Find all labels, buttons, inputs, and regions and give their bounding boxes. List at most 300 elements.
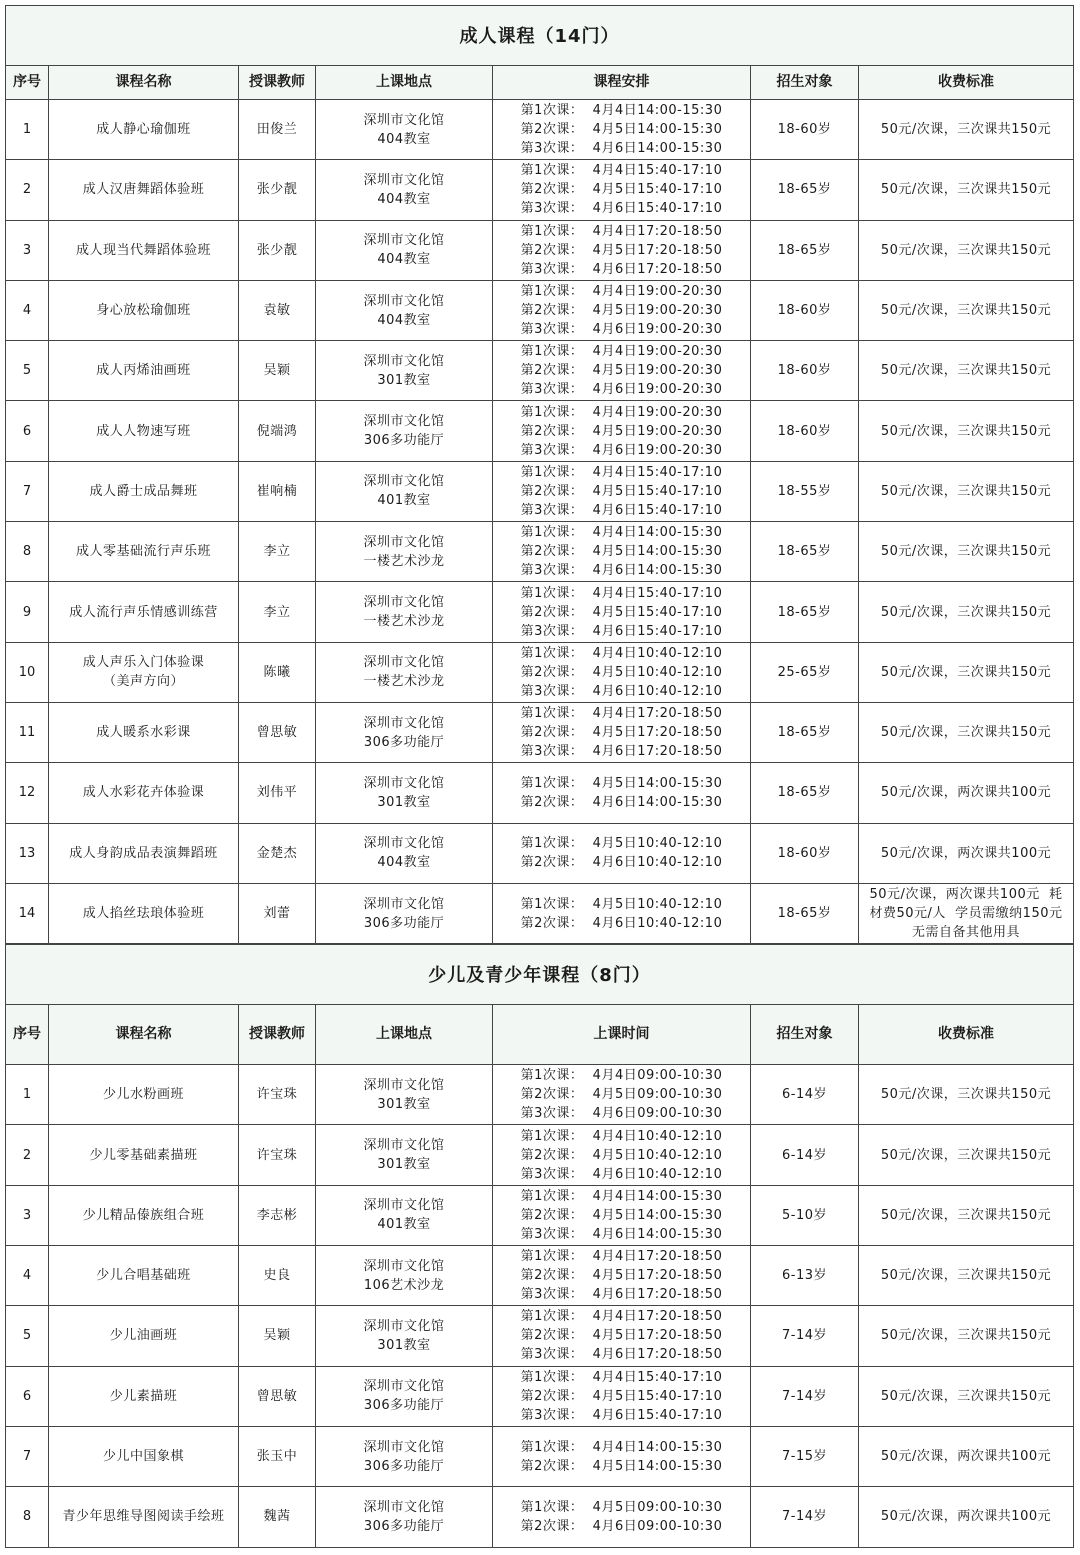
course-name-line: 成人现当代舞蹈体验班	[75, 242, 211, 258]
location-line: 深圳市文化馆	[363, 896, 445, 912]
age-range: 18-65岁	[750, 160, 858, 219]
course-name	[48, 824, 238, 883]
teacher-name: 吴颖	[238, 1306, 315, 1365]
schedule-line: 第1次课： 4月4日17:20-18:50	[520, 706, 723, 722]
course-name	[48, 281, 238, 340]
age-range: 18-60岁	[750, 824, 858, 883]
course-name	[48, 703, 238, 762]
location-line: 深圳市文化馆	[363, 293, 445, 309]
course-name	[48, 1427, 238, 1486]
schedule-line: 第1次课： 4月4日14:00-15:30	[520, 525, 723, 541]
course-name	[48, 221, 238, 280]
age-range: 5-10岁	[750, 1186, 858, 1245]
course-name-line: 成人静心瑜伽班	[96, 122, 191, 138]
location-line: 深圳市文化馆	[363, 1077, 445, 1093]
row-index: 4	[5, 1246, 48, 1305]
schedule	[492, 1246, 750, 1305]
course-name-line: 少儿零基础素描班	[89, 1147, 198, 1163]
location	[315, 160, 492, 219]
row-index: 12	[5, 763, 48, 822]
age-range: 7-14岁	[750, 1487, 858, 1546]
course-name	[48, 160, 238, 219]
location-line: 深圳市文化馆	[363, 836, 445, 852]
row-index: 8	[5, 1487, 48, 1546]
location-line: 401教室	[377, 1217, 431, 1233]
schedule-line: 第1次课： 4月4日19:00-20:30	[520, 344, 723, 360]
schedule-line: 第1次课： 4月4日15:40-17:10	[520, 464, 723, 480]
age-range: 18-65岁	[750, 884, 858, 943]
location	[315, 824, 492, 883]
schedule-line: 第3次课： 4月6日19:00-20:30	[520, 442, 723, 458]
course-name-line: 成人声乐入门体验课	[82, 655, 205, 671]
header-course-name: 课程名称	[48, 1005, 238, 1064]
course-name	[48, 582, 238, 641]
course-name	[48, 1186, 238, 1245]
schedule-line: 第2次课： 4月6日10:40-12:10	[520, 855, 723, 871]
location-line: 深圳市文化馆	[363, 1258, 445, 1274]
age-range: 25-65岁	[750, 643, 858, 702]
course-name	[48, 884, 238, 943]
fee-line: 50元/次课，三次课共150元	[880, 1328, 1052, 1344]
schedule-line: 第2次课： 4月5日17:20-18:50	[520, 1268, 723, 1284]
teacher-name: 刘伟平	[238, 763, 315, 822]
row-index: 13	[5, 824, 48, 883]
schedule-line: 第2次课： 4月5日15:40-17:10	[520, 1388, 723, 1404]
age-range: 18-55岁	[750, 462, 858, 521]
location-line: 一楼艺术沙龙	[363, 614, 445, 630]
table-row	[5, 1065, 1074, 1125]
teacher-name: 陈曦	[238, 643, 315, 702]
schedule-line: 第1次课： 4月4日10:40-12:10	[520, 645, 723, 661]
schedule-line: 第2次课： 4月6日09:00-10:30	[520, 1518, 723, 1534]
fee	[858, 582, 1074, 641]
location	[315, 1186, 492, 1245]
row-index: 7	[5, 1427, 48, 1486]
fee-line: 50元/次课，三次课共150元	[880, 363, 1052, 379]
header-course-name: 课程名称	[48, 66, 238, 99]
course-name-line: 少儿油画班	[109, 1328, 178, 1344]
location-line: 深圳市文化馆	[363, 715, 445, 731]
location-line: 306多功能厅	[363, 1518, 445, 1534]
location	[315, 1065, 492, 1124]
location-line: 深圳市文化馆	[363, 595, 445, 611]
location-line: 一楼艺术沙龙	[363, 674, 445, 690]
schedule-line: 第1次课： 4月4日15:40-17:10	[520, 1369, 723, 1385]
age-range: 18-65岁	[750, 221, 858, 280]
course-name-line: 少儿合唱基础班	[96, 1268, 191, 1284]
row-index: 7	[5, 462, 48, 521]
location-line: 深圳市文化馆	[363, 1499, 445, 1515]
youth-section-title: 少儿及青少年课程（8门）	[5, 944, 1074, 1005]
teacher-name: 李立	[238, 582, 315, 641]
fee	[858, 1246, 1074, 1305]
teacher-name: 金楚杰	[238, 824, 315, 883]
fee	[858, 281, 1074, 340]
schedule-line: 第2次课： 4月5日17:20-18:50	[520, 1328, 723, 1344]
location-line: 404教室	[377, 252, 431, 268]
course-name-line: 成人人物速写班	[96, 423, 191, 439]
table-row	[5, 884, 1074, 944]
age-range: 6-14岁	[750, 1065, 858, 1124]
location-line: 深圳市文化馆	[363, 414, 445, 430]
row-index: 14	[5, 884, 48, 943]
schedule-line: 第1次课： 4月4日14:00-15:30	[520, 103, 723, 119]
age-range: 18-60岁	[750, 100, 858, 159]
fee	[858, 1306, 1074, 1365]
location-line: 306多功能厅	[363, 734, 445, 750]
schedule-line: 第3次课： 4月6日17:20-18:50	[520, 744, 723, 760]
fee-line: 材费50元/人 学员需缴纳150元	[869, 906, 1063, 921]
schedule-line: 第1次课： 4月4日15:40-17:10	[520, 585, 723, 601]
age-range: 18-60岁	[750, 281, 858, 340]
fee	[858, 1125, 1074, 1184]
schedule-line: 第2次课： 4月5日10:40-12:10	[520, 1147, 723, 1163]
schedule	[492, 1125, 750, 1184]
row-index: 5	[5, 341, 48, 400]
location-line: 404教室	[377, 131, 431, 147]
location	[315, 643, 492, 702]
location	[315, 401, 492, 460]
location-line: 深圳市文化馆	[363, 655, 445, 671]
row-index: 6	[5, 1367, 48, 1426]
location	[315, 763, 492, 822]
location-line: 深圳市文化馆	[363, 1318, 445, 1334]
table-row	[5, 160, 1074, 220]
location	[315, 1487, 492, 1546]
fee-line: 50元/次课，三次课共150元	[880, 1388, 1052, 1404]
location	[315, 1246, 492, 1305]
schedule-line: 第3次课： 4月6日09:00-10:30	[520, 1106, 723, 1122]
schedule-line: 第1次课： 4月4日17:20-18:50	[520, 1309, 723, 1325]
location	[315, 1125, 492, 1184]
course-name-line: 成人丙烯油画班	[96, 363, 191, 379]
fee-line: 无需自备其他用具	[911, 925, 1020, 940]
row-index: 3	[5, 1186, 48, 1245]
fee	[858, 221, 1074, 280]
table-row	[5, 763, 1074, 823]
age-range: 7-14岁	[750, 1367, 858, 1426]
schedule-line: 第1次课： 4月4日09:00-10:30	[520, 1068, 723, 1084]
course-name	[48, 763, 238, 822]
teacher-name: 李志彬	[238, 1186, 315, 1245]
schedule-line: 第1次课： 4月5日10:40-12:10	[520, 896, 723, 912]
table-row	[5, 1186, 1074, 1246]
schedule-line: 第1次课： 4月4日19:00-20:30	[520, 284, 723, 300]
age-range: 18-60岁	[750, 341, 858, 400]
fee	[858, 1065, 1074, 1124]
schedule	[492, 824, 750, 883]
age-range: 18-65岁	[750, 763, 858, 822]
row-index: 8	[5, 522, 48, 581]
course-name	[48, 522, 238, 581]
header-index: 序号	[5, 1005, 48, 1064]
location-line: 404教室	[377, 312, 431, 328]
teacher-name: 张少靓	[238, 160, 315, 219]
schedule-line: 第2次课： 4月5日19:00-20:30	[520, 303, 723, 319]
location	[315, 1427, 492, 1486]
location-line: 106艺术沙龙	[363, 1277, 445, 1293]
course-name-line: 成人流行声乐情感训练营	[69, 604, 218, 620]
fee-line: 50元/次课，三次课共150元	[880, 1207, 1052, 1223]
location	[315, 884, 492, 943]
age-range: 18-65岁	[750, 703, 858, 762]
teacher-name: 曾思敏	[238, 1367, 315, 1426]
teacher-name: 吴颖	[238, 341, 315, 400]
course-name	[48, 1246, 238, 1305]
location-line: 深圳市文化馆	[363, 112, 445, 128]
location-line: 深圳市文化馆	[363, 172, 445, 188]
schedule-line: 第2次课： 4月5日19:00-20:30	[520, 363, 723, 379]
fee-line: 50元/次课，三次课共150元	[880, 303, 1052, 319]
schedule	[492, 1487, 750, 1546]
row-index: 6	[5, 401, 48, 460]
fee-line: 50元/次课，三次课共150元	[880, 664, 1052, 680]
fee-line: 50元/次课，三次课共150元	[880, 242, 1052, 258]
youth-course-table	[5, 1005, 1074, 1547]
course-name-line: 成人掐丝珐琅体验班	[82, 906, 205, 921]
schedule-line: 第2次课： 4月5日17:20-18:50	[520, 725, 723, 741]
fee-line: 50元/次课，三次课共150元	[880, 1087, 1052, 1103]
fee	[858, 341, 1074, 400]
location-line: 301教室	[377, 794, 431, 810]
schedule	[492, 582, 750, 641]
teacher-name: 许宝珠	[238, 1065, 315, 1124]
header-index: 序号	[5, 66, 48, 99]
fee-line: 50元/次课，三次课共150元	[880, 483, 1052, 499]
location-line: 深圳市文化馆	[363, 534, 445, 550]
course-name	[48, 1306, 238, 1365]
schedule	[492, 1367, 750, 1426]
schedule	[492, 884, 750, 943]
schedule-line: 第1次课： 4月4日19:00-20:30	[520, 404, 723, 420]
location-line: 306多功能厅	[363, 1398, 445, 1414]
course-name-line: 成人爵士成品舞班	[89, 483, 198, 499]
row-index: 1	[5, 100, 48, 159]
header-location: 上课地点	[315, 66, 492, 99]
age-range: 6-14岁	[750, 1125, 858, 1184]
schedule-line: 第2次课： 4月5日15:40-17:10	[520, 604, 723, 620]
location	[315, 1367, 492, 1426]
schedule-line: 第2次课： 4月5日09:00-10:30	[520, 1087, 723, 1103]
fee-line: 50元/次课，三次课共150元	[880, 423, 1052, 439]
teacher-name: 刘蕾	[238, 884, 315, 943]
schedule-line: 第3次课： 4月6日15:40-17:10	[520, 1407, 723, 1423]
table-row	[5, 1487, 1074, 1547]
fee-line: 50元/次课，两次课共100元	[880, 845, 1052, 861]
location	[315, 100, 492, 159]
schedule-line: 第3次课： 4月6日19:00-20:30	[520, 322, 723, 338]
fee-line: 50元/次课，两次课共100元	[880, 1449, 1052, 1465]
age-range: 18-65岁	[750, 522, 858, 581]
location	[315, 462, 492, 521]
fee	[858, 1367, 1074, 1426]
location-line: 301教室	[377, 1096, 431, 1112]
youth-header-row	[5, 1005, 1074, 1065]
table-row	[5, 703, 1074, 763]
fee	[858, 100, 1074, 159]
schedule	[492, 100, 750, 159]
course-name-line: 少儿精品傣族组合班	[82, 1207, 205, 1223]
location-line: 深圳市文化馆	[363, 353, 445, 369]
schedule-line: 第2次课： 4月5日14:00-15:30	[520, 1458, 723, 1474]
course-name	[48, 1367, 238, 1426]
table-row	[5, 462, 1074, 522]
header-fee: 收费标准	[858, 1005, 1074, 1064]
header-schedule: 上课时间	[492, 1005, 750, 1064]
fee	[858, 462, 1074, 521]
course-name	[48, 341, 238, 400]
table-row	[5, 522, 1074, 582]
fee-line: 50元/次课，三次课共150元	[880, 604, 1052, 620]
teacher-name: 袁敏	[238, 281, 315, 340]
header-teacher: 授课教师	[238, 1005, 315, 1064]
location	[315, 582, 492, 641]
schedule-line: 第1次课： 4月4日14:00-15:30	[520, 1439, 723, 1455]
schedule	[492, 221, 750, 280]
table-row	[5, 582, 1074, 642]
row-index: 4	[5, 281, 48, 340]
location	[315, 522, 492, 581]
schedule-line: 第1次课： 4月4日17:20-18:50	[520, 1249, 723, 1265]
table-row	[5, 1125, 1074, 1185]
schedule	[492, 462, 750, 521]
schedule	[492, 281, 750, 340]
schedule-line: 第2次课： 4月5日14:00-15:30	[520, 122, 723, 138]
teacher-name: 李立	[238, 522, 315, 581]
schedule	[492, 160, 750, 219]
age-range: 7-15岁	[750, 1427, 858, 1486]
course-name-line: （美声方向）	[102, 674, 184, 690]
schedule-line: 第3次课： 4月6日14:00-15:30	[520, 1226, 723, 1242]
schedule-line: 第3次课： 4月6日14:00-15:30	[520, 141, 723, 157]
schedule-line: 第3次课： 4月6日15:40-17:10	[520, 623, 723, 639]
schedule-line: 第3次课： 4月6日10:40-12:10	[520, 1166, 723, 1182]
schedule-line: 第3次课： 4月6日17:20-18:50	[520, 261, 723, 277]
course-name	[48, 462, 238, 521]
fee	[858, 1427, 1074, 1486]
schedule	[492, 522, 750, 581]
fee	[858, 763, 1074, 822]
table-row	[5, 401, 1074, 461]
fee-line: 50元/次课，两次课共100元 耗	[869, 887, 1063, 902]
schedule	[492, 643, 750, 702]
schedule-line: 第1次课： 4月4日14:00-15:30	[520, 1188, 723, 1204]
course-name-line: 身心放松瑜伽班	[96, 303, 191, 319]
schedule	[492, 1065, 750, 1124]
row-index: 11	[5, 703, 48, 762]
header-teacher: 授课教师	[238, 66, 315, 99]
schedule-line: 第2次课： 4月5日14:00-15:30	[520, 544, 723, 560]
schedule-line: 第1次课： 4月4日17:20-18:50	[520, 223, 723, 239]
course-name-line: 少儿水粉画班	[102, 1087, 184, 1103]
course-name-line: 青少年思维导图阅读手绘班	[62, 1509, 225, 1525]
row-index: 10	[5, 643, 48, 702]
course-name	[48, 1065, 238, 1124]
teacher-name: 魏茜	[238, 1487, 315, 1546]
location-line: 深圳市文化馆	[363, 233, 445, 249]
fee	[858, 884, 1074, 943]
course-name-line: 成人零基础流行声乐班	[75, 544, 211, 560]
location-line: 深圳市文化馆	[363, 474, 445, 490]
location	[315, 341, 492, 400]
header-age-range: 招生对象	[750, 66, 858, 99]
schedule-line: 第3次课： 4月6日15:40-17:10	[520, 502, 723, 518]
schedule	[492, 341, 750, 400]
table-row	[5, 100, 1074, 160]
schedule	[492, 1427, 750, 1486]
location-line: 深圳市文化馆	[363, 1138, 445, 1154]
schedule-line: 第3次课： 4月6日15:40-17:10	[520, 201, 723, 217]
course-name-line: 成人身韵成品表演舞蹈班	[69, 845, 218, 861]
fee	[858, 1186, 1074, 1245]
schedule-line: 第2次课： 4月5日14:00-15:30	[520, 1207, 723, 1223]
schedule-line: 第2次课： 4月5日17:20-18:50	[520, 242, 723, 258]
course-name	[48, 1487, 238, 1546]
table-row	[5, 1246, 1074, 1306]
fee	[858, 522, 1074, 581]
schedule-line: 第1次课： 4月4日15:40-17:10	[520, 163, 723, 179]
schedule-line: 第2次课： 4月6日10:40-12:10	[520, 915, 723, 931]
schedule-line: 第1次课： 4月5日10:40-12:10	[520, 836, 723, 852]
schedule	[492, 1186, 750, 1245]
row-index: 5	[5, 1306, 48, 1365]
schedule	[492, 763, 750, 822]
schedule-line: 第1次课： 4月5日14:00-15:30	[520, 775, 723, 791]
schedule-line: 第3次课： 4月6日14:00-15:30	[520, 563, 723, 579]
location-line: 深圳市文化馆	[363, 1439, 445, 1455]
table-row	[5, 1427, 1074, 1487]
schedule	[492, 1306, 750, 1365]
fee	[858, 824, 1074, 883]
location-line: 301教室	[377, 1157, 431, 1173]
table-row	[5, 341, 1074, 401]
fee-line: 50元/次课，三次课共150元	[880, 1268, 1052, 1284]
course-name	[48, 643, 238, 702]
course-name-line: 成人水彩花卉体验课	[82, 785, 205, 801]
age-range: 6-13岁	[750, 1246, 858, 1305]
course-name	[48, 401, 238, 460]
adult-header-row	[5, 66, 1074, 100]
schedule-line: 第2次课： 4月5日19:00-20:30	[520, 423, 723, 439]
schedule-line: 第2次课： 4月5日15:40-17:10	[520, 182, 723, 198]
location-line: 深圳市文化馆	[363, 775, 445, 791]
fee-line: 50元/次课，三次课共150元	[880, 544, 1052, 560]
header-age-range: 招生对象	[750, 1005, 858, 1064]
course-name-line: 成人暖系水彩课	[96, 725, 191, 741]
schedule-line: 第1次课： 4月5日09:00-10:30	[520, 1499, 723, 1515]
schedule-line: 第3次课： 4月6日17:20-18:50	[520, 1347, 723, 1363]
header-schedule: 课程安排	[492, 66, 750, 99]
location-line: 401教室	[377, 493, 431, 509]
header-fee: 收费标准	[858, 66, 1074, 99]
fee-line: 50元/次课，两次课共100元	[880, 785, 1052, 801]
fee-line: 50元/次课，三次课共150元	[880, 122, 1052, 138]
schedule-line: 第2次课： 4月5日15:40-17:10	[520, 483, 723, 499]
course-name-line: 成人汉唐舞蹈体验班	[82, 182, 205, 198]
teacher-name: 张少靓	[238, 221, 315, 280]
table-row	[5, 221, 1074, 281]
course-schedule-sheet	[5, 5, 1074, 1548]
row-index: 3	[5, 221, 48, 280]
location	[315, 1306, 492, 1365]
location-line: 301教室	[377, 1337, 431, 1353]
row-index: 9	[5, 582, 48, 641]
table-row	[5, 1306, 1074, 1366]
schedule-line: 第2次课： 4月5日10:40-12:10	[520, 664, 723, 680]
teacher-name: 张玉中	[238, 1427, 315, 1486]
table-row	[5, 1367, 1074, 1427]
location-line: 404教室	[377, 191, 431, 207]
